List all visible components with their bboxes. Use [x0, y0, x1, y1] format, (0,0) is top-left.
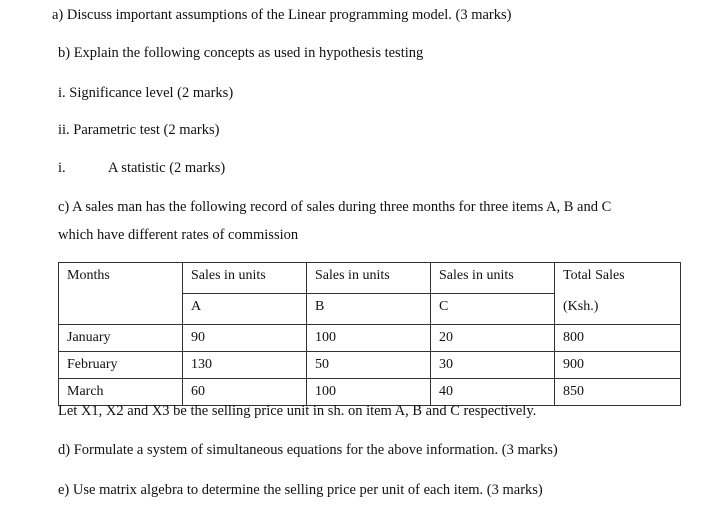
cell-month: March [59, 379, 183, 406]
cell-b: 100 [307, 379, 431, 406]
cell-month: February [59, 352, 183, 379]
cell-c: 30 [431, 352, 555, 379]
question-b-i: i. Significance level (2 marks) [58, 85, 234, 101]
cell-a: 60 [183, 379, 307, 406]
cell-month: January [59, 325, 183, 352]
header-total-sales: Total Sales [555, 263, 681, 294]
cell-total: 850 [555, 379, 681, 406]
table-header-row-2 [59, 294, 681, 325]
question-b-iii-number: i. [58, 160, 66, 176]
cell-total: 800 [555, 325, 681, 352]
question-c-line2: which have different rates of commission [58, 227, 299, 243]
table-row [59, 352, 681, 379]
header-months: Months [59, 263, 183, 294]
cell-c: 20 [431, 325, 555, 352]
cell-a: 130 [183, 352, 307, 379]
question-b-iii-text: A statistic (2 marks) [108, 160, 226, 176]
cell-b: 50 [307, 352, 431, 379]
sales-table [58, 262, 681, 406]
header-item-b: B [307, 294, 431, 325]
header-total-unit: (Ksh.) [555, 294, 681, 325]
cell-b: 100 [307, 325, 431, 352]
header-item-a: A [183, 294, 307, 325]
variable-definition: Let X1, X2 and X3 be the selling price unit in sh. on item A, B and C respectively. [58, 403, 537, 419]
question-e: e) Use matrix algebra to determine the selling price per unit of each item. (3 marks) [58, 482, 543, 498]
question-b: b) Explain the following concepts as used in hypothesis testing [58, 45, 424, 61]
header-sales-b: Sales in units [307, 263, 431, 294]
cell-total: 900 [555, 352, 681, 379]
question-a: a) Discuss important assumptions of the Linear programming model. (3 marks) [52, 7, 512, 23]
header-item-c: C [431, 294, 555, 325]
header-months-cont [59, 294, 183, 325]
header-sales-c: Sales in units [431, 263, 555, 294]
question-b-ii: ii. Parametric test (2 marks) [58, 122, 220, 138]
cell-a: 90 [183, 325, 307, 352]
header-sales-a: Sales in units [183, 263, 307, 294]
cell-c: 40 [431, 379, 555, 406]
table-row [59, 325, 681, 352]
question-d: d) Formulate a system of simultaneous equations for the above information. (3 marks) [58, 442, 558, 458]
question-c-line1: c) A sales man has the following record of sales during three months for three items A, B and C [58, 199, 612, 215]
table-header-row [59, 263, 681, 294]
